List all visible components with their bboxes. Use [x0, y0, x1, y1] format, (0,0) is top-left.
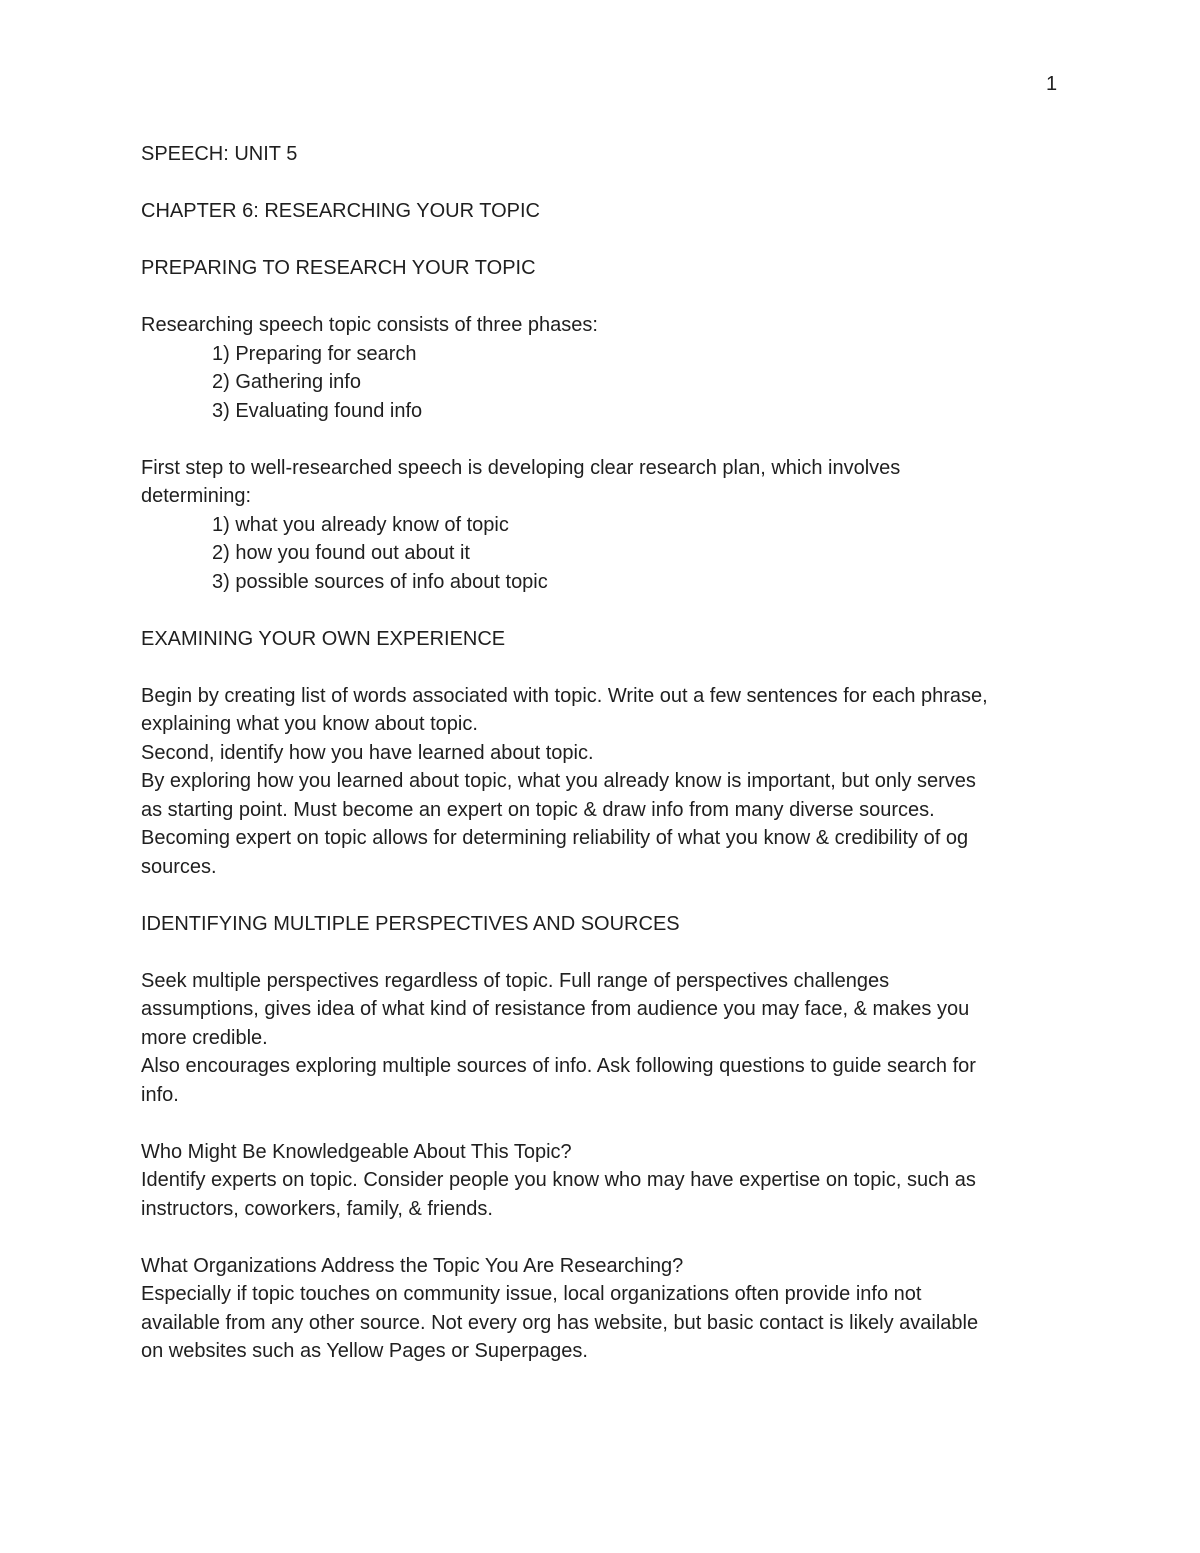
paragraph-line: By exploring how you learned about topic, what you already know is important, but only serves — [141, 770, 976, 792]
paragraph-line: available from any other source. Not every org has website, but basic contact is likely available — [141, 1311, 979, 1334]
paragraph-line: Seek multiple perspectives regardless of topic. Full range of perspectives challenges — [141, 969, 890, 992]
paragraph-line: assumptions, gives idea of what kind of resistance from audience you may face, & makes you — [141, 998, 970, 1020]
paragraph-line: Researching speech topic consists of three phases: — [141, 314, 598, 336]
subheading: What Organizations Address the Topic You Are Researching? — [141, 1254, 684, 1277]
spacer — [141, 226, 1081, 255]
spacer — [141, 938, 1081, 967]
list-item: 2) how you found out about it — [212, 542, 470, 564]
section-heading: PREPARING TO RESEARCH YOUR TOPIC — [141, 257, 536, 279]
spacer — [141, 1109, 1081, 1138]
paragraph-line: more credible. — [141, 1026, 268, 1049]
page-number: 1 — [1046, 73, 1058, 95]
unit-title: SPEECH: UNIT 5 — [141, 143, 298, 165]
list-item: 3) Evaluating found info — [212, 399, 423, 422]
paragraph-line: First step to well-researched speech is developing clear research plan, which involves — [141, 456, 901, 479]
list-item: 2) Gathering info — [212, 371, 361, 393]
paragraph-line: as starting point. Must become an expert on topic & draw info from many diverse sources. — [141, 798, 935, 821]
paragraph-line: Also encourages exploring multiple sources of info. Ask following questions to guide search for — [141, 1055, 976, 1077]
section-heading: EXAMINING YOUR OWN EXPERIENCE — [141, 627, 506, 650]
spacer — [141, 881, 1081, 910]
paragraph-line: Especially if topic touches on community issue, local organizations often provide info not — [141, 1283, 922, 1305]
list-item: 3) possible sources of info about topic — [212, 570, 548, 593]
list-item: 1) what you already know of topic — [212, 513, 509, 536]
subheading: Who Might Be Knowledgeable About This Topic? — [141, 1140, 572, 1163]
spacer — [141, 596, 1081, 625]
spacer — [141, 425, 1081, 454]
spacer — [141, 169, 1081, 198]
paragraph-line: explaining what you know about topic. — [141, 713, 478, 735]
paragraph-line: instructors, coworkers, family, & friends. — [141, 1197, 493, 1220]
paragraph-line: Becoming expert on topic allows for determining reliability of what you know & credibility of og — [141, 827, 969, 849]
paragraph-line: Identify experts on topic. Consider people you know who may have expertise on topic, such as — [141, 1169, 976, 1191]
paragraph-line: Second, identify how you have learned about topic. — [141, 741, 594, 764]
section-heading: IDENTIFYING MULTIPLE PERSPECTIVES AND SOURCES — [141, 912, 680, 935]
chapter-title: CHAPTER 6: RESEARCHING YOUR TOPIC — [141, 200, 540, 222]
document-body — [141, 140, 1081, 1366]
list-item: 1) Preparing for search — [212, 342, 417, 365]
paragraph-line: Begin by creating list of words associated with topic. Write out a few sentences for each phrase, — [141, 684, 988, 707]
paragraph-line: sources. — [141, 855, 217, 878]
spacer — [141, 283, 1081, 312]
spacer — [141, 1223, 1081, 1252]
spacer — [141, 653, 1081, 682]
paragraph-line: on websites such as Yellow Pages or Superpages. — [141, 1340, 588, 1362]
paragraph-line: determining: — [141, 485, 252, 507]
paragraph-line: info. — [141, 1083, 179, 1106]
